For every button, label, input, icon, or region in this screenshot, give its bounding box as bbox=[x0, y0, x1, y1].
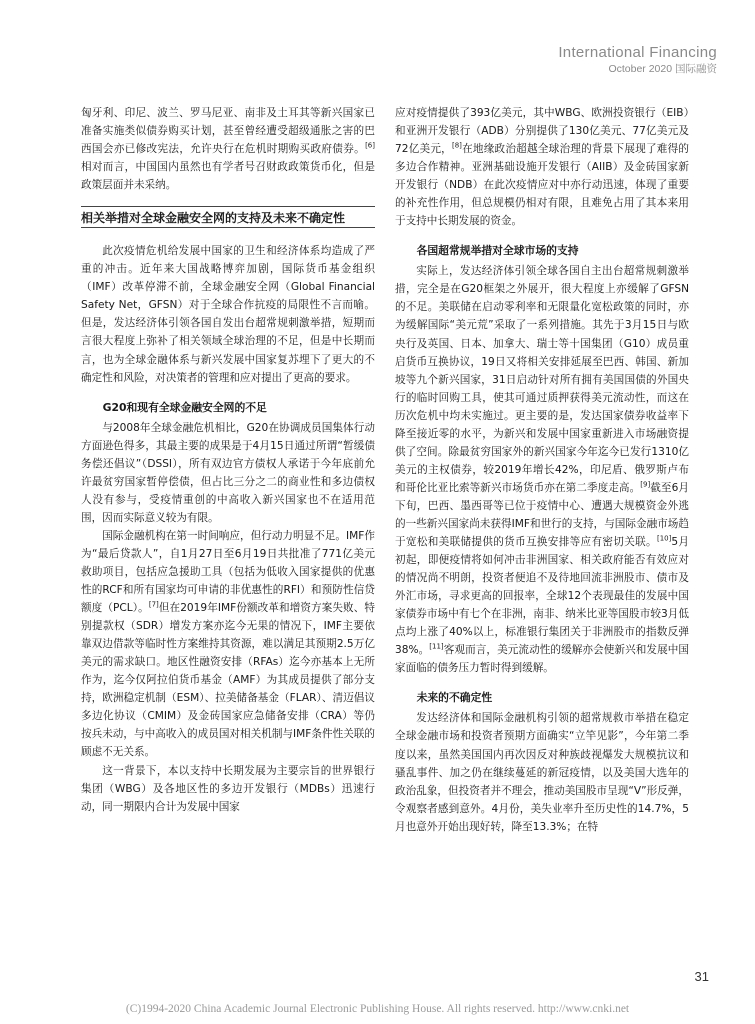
paragraph: 实际上，发达经济体引领全球各国自主出台超常规刺激举措，完全是在G20框架之外展开，很大程度上亦缓解了GFSN的不足。美联储在启动零利率和无限量化宽松政策的同时，亦为缓解国际“美元荒”采取了一系列措施。其先于3月15日与欧央行及英国、日本、加拿大、瑞士等十国集团（G10）成员重启货币互换协议，19日又将相关安排延展至巴西、韩国、新加坡等九个新兴国家，31日启动针对所有拥有美国国债的外国央行的临时回购工具，使其可通过质押获得美元流动性，而这在历次危机中均未实施过。更主要的是，发达国家债券收益率下降至接近零的水平，为新兴和发展中国家重新进入市场融资提供了空间。除最贫穷国家外的新兴国家今年迄今已发行1310亿美元的主权债券，较2019年增长42%，印尼盾、俄罗斯卢布和哥伦比亚比索等新兴市场货币亦在第二季度走高。[9]截至6月下旬，巴西、墨西哥等已位于疫情中心、遭遇大规模资金外逃的一些新兴国家尚未获得IMF和世行的支持，与国际金融市场趋于宽松和美联储提供的货币互换安排等应有密切关联。[10]5月初起，即便疫情将如何冲击非洲国家、相关政府能否有效应对的情况尚不明朗，投资者便追不及待地回流非洲股市、债市及外汇市场，寻求更高的回报率，全球12个表现最佳的发展中国家债券市场中有七个在非洲，南非、纳米比亚等国股市较3月低点均上涨了40%以上，标准银行集团关于非洲股市的指数反弹38%。[11]客观而言，美元流动性的缓解亦会使新兴和发展中国家面临的债务压力暂时得到缓解。 bbox=[395, 265, 690, 675]
paragraph: 与2008年全球金融危机相比，G20在协调成员国集体行动方面逊色得多，其最主要的成果是于4月15日通过所谓“暂缓债务偿还倡议”（DSSI），所有双边官方债权人承诺于今年底前允许最贫穷国家暂停偿债，但占比三分之二的商业性和多边债权人没有参与，受疫情重创的中高收入新兴国家也不在适用范围，因而实际意义较为有限。 bbox=[81, 421, 375, 524]
page-number: 31 bbox=[694, 969, 709, 984]
footnote-ref[interactable]: [10] bbox=[656, 534, 672, 543]
paragraph: 此次疫情危机给发展中国家的卫生和经济体系均造成了严重的冲击。近年来大国战略博弈加剧，国际货币基金组织（IMF）改革停滞不前，全球金融安全网（Global Financial Safety Net，GFSN）对于全球合作抗疫的局限性不言而喻。但是，发达经济体引领各国自发出台超常规刺激举措，短期而言很大程度上弥补了相关领域全球治理的不足，但是中长期而言，也为全球金融体系与新兴发展中国家复苏埋下了更大的不确定性和风险，对决策者的管理和应对提出了更高的要求。 bbox=[81, 245, 375, 384]
subsection-heading: 各国超常规举措对全球市场的支持 bbox=[416, 244, 579, 258]
footnote-ref[interactable]: [6] bbox=[365, 141, 375, 150]
issue-date: October 2020 国际融资 bbox=[608, 63, 717, 75]
paragraph: 国际金融机构在第一时间响应，但行动力明显不足。IMF作为“最后贷款人”，自1月27日至6月19日共批准了771亿美元救助项目，包括应急援助工具（包括为低收入国家提供的优惠性的RCF和所有国家均可申请的非优惠性的RFI）和预防性信贷额度（PCL）。[7]但在2019年IMF份额改革和增资方案失败、特别提款权（SDR）增发方案亦迄今无果的情况下，IMF主要依靠双边借款等临时性方案维持其资源，难以满足其预期2.5万亿美元的需求缺口。地区性融资安排（RFAs）迄今亦基本上无所作为，迄今仅阿拉伯货币基金（AMF）为其成员提供了部分支持，欧洲稳定机制（ESM）、拉美储备基金（FLAR）、清迈倡议多边化协议（CMIM）及金砖国家应急储备安排（CRA）等仍按兵未动，与中高收入的成员国对相关机制与IMF条件性关联的顾虑不无关系。 bbox=[81, 529, 376, 759]
footnote-ref[interactable]: [11] bbox=[429, 642, 444, 651]
journal-title: International Financing bbox=[558, 44, 717, 61]
left-column bbox=[81, 104, 375, 816]
section-heading: 相关举措对全球金融安全网的支持及未来不确定性 bbox=[81, 206, 375, 228]
footnote-ref[interactable]: [9] bbox=[640, 480, 651, 489]
subsection-heading: 未来的不确定性 bbox=[416, 691, 493, 705]
paragraph: 应对疫情提供了393亿美元，其中WBG、欧洲投资银行（EIB）和亚洲开发银行（ADB）分别提供了130亿美元、77亿美元及72亿美元，[8]在地缘政治超越全球治理的背景下展现了难得的多边合作精神。亚洲基础设施开发银行（AIIB）及金砖国家新开发银行（NDB）在此次疫情应对中亦行动迅速，体现了重要的补充性作用，但总规模仍相对有限，且难免占用了其本来用于支持中长期发展的资金。 bbox=[395, 107, 690, 228]
footnote-ref[interactable]: [8] bbox=[451, 141, 462, 150]
subsection-heading: G20和现有全球金融安全网的不足 bbox=[102, 400, 267, 414]
running-header bbox=[558, 44, 717, 76]
footnote-ref[interactable]: [7] bbox=[148, 600, 159, 609]
paragraph: 匈牙利、印尼、波兰、罗马尼亚、南非及土耳其等新兴国家已准备实施类似债券购买计划，甚至曾经遭受超级通胀之害的巴西国会亦已修改宪法，允许央行在危机时期购买政府债券。[6]相对而言，中国国内虽然也有学者号召财政政策货币化，但是政策层面并未采纳。 bbox=[81, 107, 375, 192]
copyright-footer: (C)1994-2020 China Academic Journal Electronic Publishing House. All rights reserved. http://www.cnki.net bbox=[125, 1003, 630, 1015]
right-column bbox=[395, 104, 689, 836]
paragraph: 发达经济体和国际金融机构引领的超常规救市举措在稳定全球金融市场和投资者预期方面确实“立竿见影”，今年第二季度以来，虽然美国国内再次因反对种族歧视爆发大规模抗议和骚乱事件、加之仍在继续蔓延的新冠疫情，以及美国大选年的政治乱象，但投资者并不理会，推动美国股市呈现“V”形反弹，令观察者感到意外。4月份，美失业率升至历史性的14.7%，5月也意外开始出现好转，降至13.3%；在特 bbox=[395, 712, 689, 833]
paragraph: 这一背景下，本以支持中长期发展为主要宗旨的世界银行集团（WBG）及各地区性的多边开发银行（MDBs）迅速行动，同一期限内合计为发展中国家 bbox=[81, 764, 375, 813]
